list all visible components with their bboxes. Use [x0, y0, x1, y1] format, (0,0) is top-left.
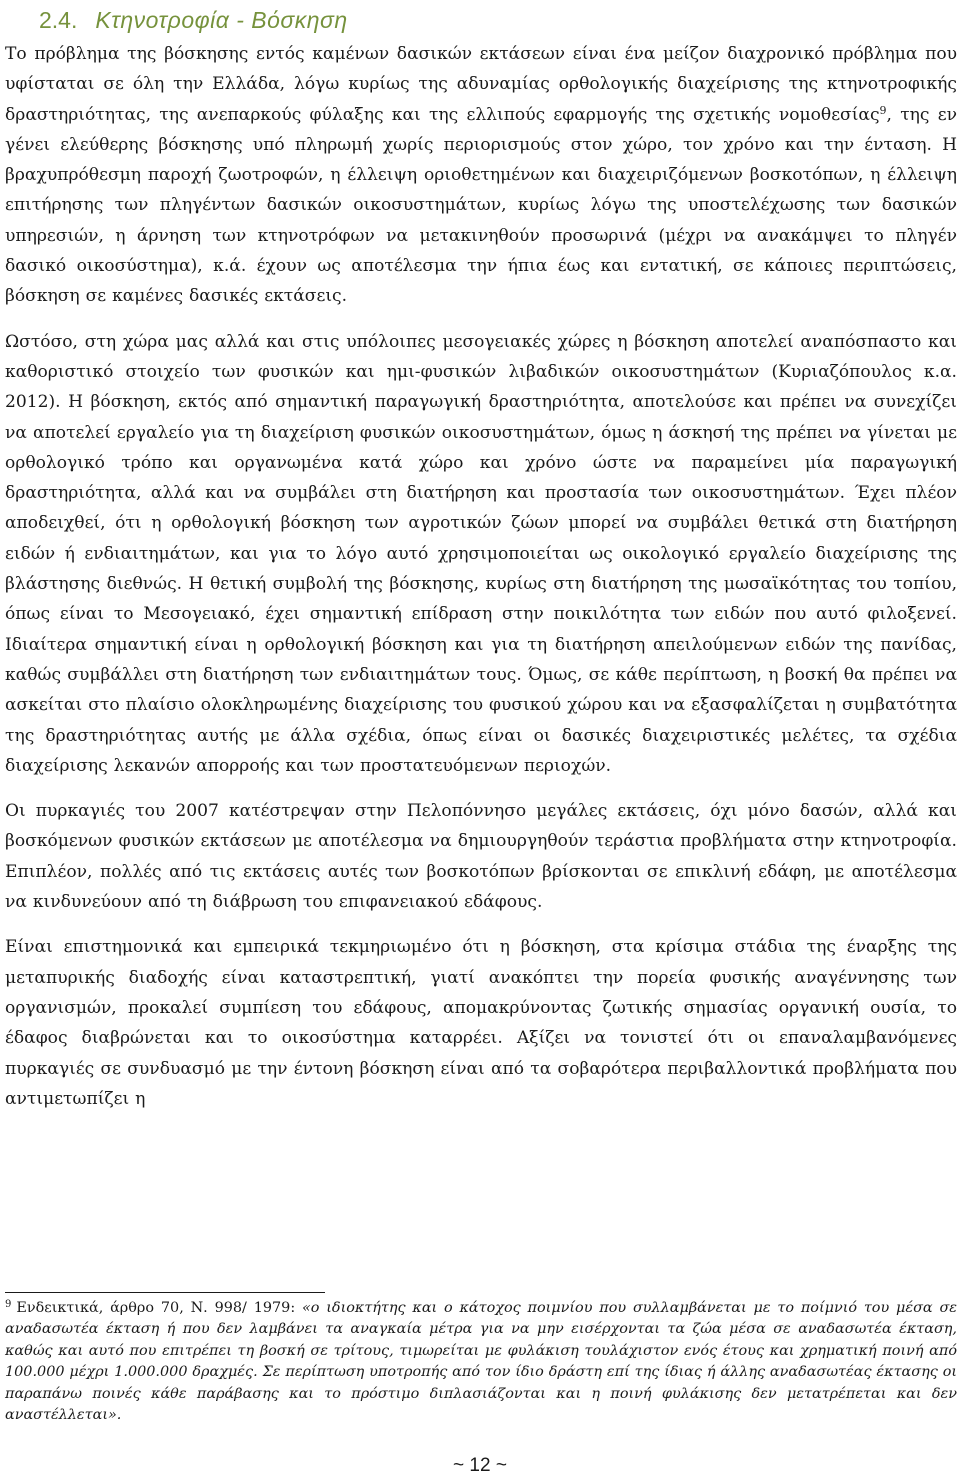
footnote-plain-text: Ενδεικτικά, άρθρο 70, Ν. 998/ 1979: [16, 1300, 302, 1316]
footnote-divider [5, 1292, 325, 1293]
footnote-quote: «ο ιδιοκτήτης και ο κάτοχος ποιμνίου που συλλαμβάνεται με το ποίμνιό του μέσα σε αναδασωτέα έκταση ή που δεν λαμβάνει τα αναγκαία μέτρα για να μην εισέρχονται τα ζώα μέσα σε αναδασωτέα έκταση, καθώς και αυτό που επιτρέπει τη βοσκή σε τρίτους, τιμωρείται με φυλάκιση τουλάχιστον ενός έτους και χρηματική ποινή από 100.000 μέχρι 1.000.000 δραχμές. Σε περίπτωση υποτροπής από τον ίδιο δράστη επί της ίδιας ή άλλης αναδασωτέας έκτασης οι παραπάνω ποινές κάθε παράβασης και το πρόστιμο διπλασιάζονται και η ποινή φυλάκισης δεν μετατρέπεται και δεν αναστέλλεται». [5, 1300, 957, 1424]
document-page [5, 0, 957, 1114]
paragraph-4: Είναι επιστημονικά και εμπειρικά τεκμηριωμένο ότι η βόσκηση, στα κρίσιμα στάδια της έναρξης της μεταπυρικής διαδοχής είναι καταστρεπτική, γιατί ανακόπτει την πορεία φυσικής αναγέννησης των οργανισμών, προκαλεί συμπίεση του εδάφους, απομακρύνοντας ζωτικής σημασίας οργανική ουσία, το έδαφος διαβρώνεται και το οικοσύστημα καταρρέει. Αξίζει να τονιστεί ότι οι επαναλαμβανόμενες πυρκαγιές σε συνδυασμό με την έντονη βόσκηση είναι από τα σοβαρότερα περιβαλλοντικά προβλήματα που αντιμετωπίζει η [5, 937, 957, 1109]
section-number: 2.4. [39, 7, 78, 33]
section-heading [5, 0, 957, 38]
paragraph-3: Οι πυρκαγιές του 2007 κατέστρεψαν στην Πελοπόννησο μεγάλες εκτάσεις, όχι μόνο δασών, αλλά και βοσκόμενων φυσικών εκτάσεων με αποτέλεσμα να δημιουργηθούν τεράστια προβλήματα στην κτηνοτροφία. Επιπλέον, πολλές από τις εκτάσεις αυτές των βοσκοτόπων βρίσκονται σε επικλινή εδάφη, με αποτέλεσμα να κινδυνεύουν από τη διάβρωση του επιφανειακού εδάφους. [5, 801, 957, 913]
paragraph-1 [5, 39, 957, 312]
paragraph-2: Ωστόσο, στη χώρα μας αλλά και στις υπόλοιπες μεσογειακές χώρες η βόσκηση αποτελεί αναπόσπαστο και καθοριστικό στοιχείο των φυσικών και ημι-φυσικών λιβαδικών οικοσυστημάτων (Κυριαζόπουλος κ.α. 2012). Η βόσκηση, εκτός από σημαντική παραγωγική δραστηριότητα, αποτελούσε και πρέπει να συνεχίζει να αποτελεί εργαλείο για τη διαχείριση φυσικών οικοσυστημάτων, όμως η άσκησή της πρέπει να γίνεται με ορθολογικό τρόπο και οργανωμένα κατά χώρο και χρόνο ώστε να παραμείνει μία παραγωγική δραστηριότητα, αλλά και να συμβάλει στη διατήρηση και προστασία των οικοσυστημάτων. Έχει πλέον αποδειχθεί, ότι η ορθολογική βόσκηση των αγροτικών ζώων μπορεί να συμβάλει θετικά στη διατήρηση ειδών ή ενδιαιτημάτων, και για το λόγο αυτό χρησιμοποιείται ως οικολογικό εργαλείο διαχείρισης της βλάστησης διεθνώς. Η θετική συμβολή της βόσκησης, κυρίως στη διατήρηση της μωσαϊκότητας του τοπίου, όπως είναι το Μεσογειακό, έχει σημαντική επίδραση στην ποικιλότητα των ειδών που αυτό φιλοξενεί. Ιδιαίτερα σημαντική είναι η ορθολογική βόσκηση και για τη διατήρηση απειλούμενων ειδών της πανίδας, καθώς συμβάλλει στη διατήρηση των ενδιαιτημάτων τους. Όμως, σε κάθε περίπτωση, η βοσκή θα πρέπει να ασκείται στο πλαίσιο ολοκληρωμένης διαχείρισης του φυσικού χώρου και να εξασφαλίζεται η συμβατότητα της δραστηριότητας αυτής με άλλα σχέδια, όπως είναι οι δασικές διαχειριστικές μελέτες, τα σχέδια διαχείρισης λεκανών απορροής και των προστατευόμενων περιοχών. [5, 331, 957, 776]
footnote-reference[interactable]: 9 [879, 103, 887, 117]
paragraph-1-text-a: Το πρόβλημα της βόσκησης εντός καμένων δασικών εκτάσεων είναι ένα μείζον διαχρονικό πρόβλημα που υφίσταται σε όλη την Ελλάδα, λόγω κυρίως της αδυναμίας ορθολογικής διαχείρισης της κτηνοτροφικής δραστηριότητας, της ανεπαρκούς φύλαξης και της ελλιπούς εφαρμογής της σχετικής νομοθεσίας [5, 44, 957, 125]
paragraph-1-text-b: , της εν γένει ελεύθερης βόσκησης υπό πληρωμή χωρίς περιορισμούς στον χώρο, τον χρόνο και την ένταση. Η βραχυπρόθεσμη παροχή ζωοτροφών, η έλλειψη οριοθετημένων και διαχειριζόμενων βοσκοτόπων, η έλλειψη επιτήρησης των πληγέντων δασικών οικοσυστημάτων, κυρίως λόγω της υποστελέχωσης των δασικών υπηρεσιών, η άρνηση των κτηνοτρόφων να μετακινηθούν προσωρινά (μέχρι να ανακάμψει το πληγέν δασικό οικοσύστημα), κ.ά. έχουν ως αποτέλεσμα την ήπια έως και εντατική, σε κάποιες περιπτώσεις, βόσκηση σε καμένες δασικές εκτάσεις. [5, 104, 957, 307]
footnote [5, 1298, 957, 1426]
page-number: ~ 12 ~ [453, 1455, 507, 1476]
section-title: Κτηνοτροφία - Βόσκηση [95, 7, 348, 33]
footnote-number: 9 [5, 1299, 12, 1310]
